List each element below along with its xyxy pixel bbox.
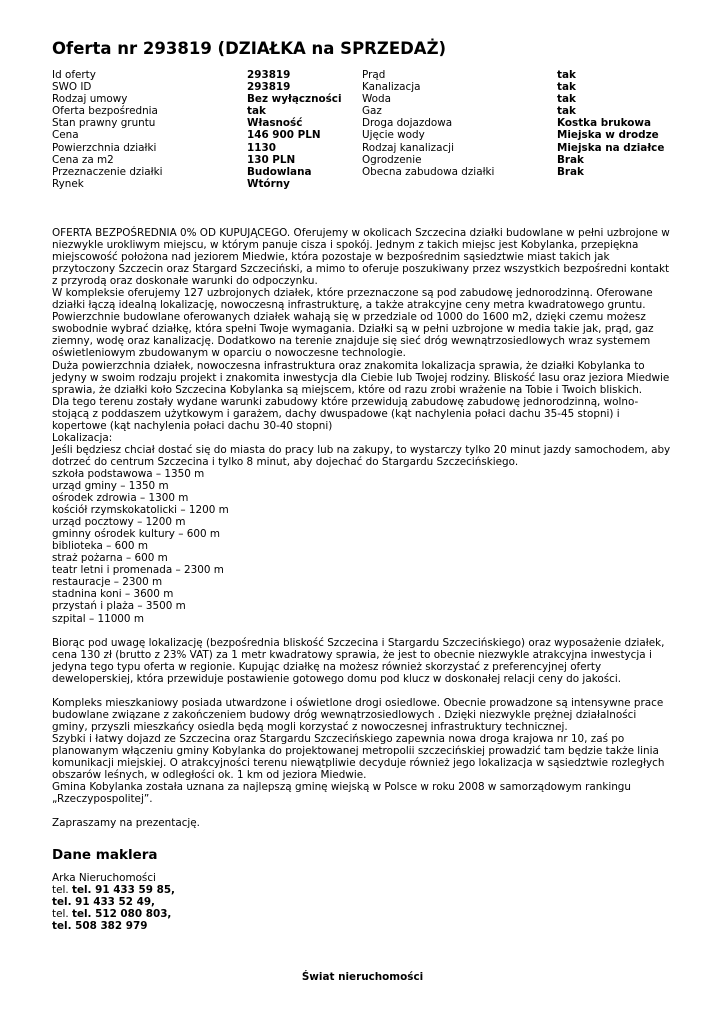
broker-details: [52, 872, 175, 932]
description-paragraph: teatr letni i promenada – 2300 m: [52, 564, 224, 577]
description-paragraph: przystań i plaża – 3500 m: [52, 600, 186, 613]
specs-left-values: [247, 69, 342, 190]
description-paragraph: straż pożarna – 600 m: [52, 552, 168, 565]
spec-label: Stan prawny gruntu: [52, 117, 156, 130]
offer-title: Oferta nr 293819 (DZIAŁKA na SPRZEDAŻ): [52, 39, 447, 58]
specs-right-values: [557, 69, 664, 178]
offer-description: [52, 227, 672, 829]
spec-value: 293819: [247, 81, 291, 94]
spec-value: tak: [557, 105, 576, 118]
spec-value: Miejska na działce: [557, 141, 665, 154]
description-paragraph: OFERTA BEZPOŚREDNIA 0% OD KUPUJĄCEGO. Oferujemy w okolicach Szczecina działki budowlane w pełni uzbrojone w niezwykle urokliwym miejscu, w którym panuje cisza i spokój. Jednym z takich miejsc jest Kobylanka, przepiękna miejscowość położona nad jeziorem Miedwie, która pozostaje w bezpośrednim sąsiedztwie miast takich jak przytoczony Szczecin oraz Stargard Szczeciński, a mimo to oferuje poszukiwany przez wszystkich bezpośredni kontakt z przyrodą oraz doskonałe warunki do odpoczynku.: [52, 227, 670, 288]
specs-right-labels: [362, 69, 494, 178]
description-paragraph: stadnina koni – 3600 m: [52, 588, 174, 601]
description-paragraph: gminny ośrodek kultury – 600 m: [52, 528, 221, 541]
spec-label: Droga dojazdowa: [362, 117, 453, 130]
spec-label: Ujęcie wody: [362, 129, 425, 142]
spec-label: Cena: [52, 129, 79, 142]
broker-name: Arka Nieruchomości: [52, 872, 156, 884]
spec-value: Brak: [557, 153, 584, 166]
description-paragraph: Duża powierzchnia działek, nowoczesna infrastruktura oraz znakomita lokalizacja sprawia, że działki Kobylanka to jedyny w swoim rodzaju projekt i znakomita inwestycja dla Ciebie lub Twojej rodziny. Bliskość lasu oraz jeziora Miedwie sprawia, że działki koło Szczecina Kobylanka są miejscem, które od razu zrobi wrażenie na Tobie i Twoich bliskich.: [52, 359, 670, 396]
description-paragraph: ośrodek zdrowia – 1300 m: [52, 492, 189, 505]
description-paragraph: restauracje – 2300 m: [52, 576, 163, 589]
spec-value: Brak: [557, 165, 584, 178]
description-paragraph: Szybki i łatwy dojazd ze Szczecina oraz Stargardu Szczecińskiego zapewnia nowa droga krajowa nr 10, zaś po planowanym włączeniu gminy Kobylanka do projektowanej metropolii szczecińskiej prowadzić tam będzie także linia komunikacji miejskiej. O atrakcyjności terenu niewątpliwie decyduje również jego lokalizacja w sąsiedztwie rozległych obszarów leśnych, w odległości ok. 1 km od jeziora Miedwie.: [52, 732, 665, 782]
spec-label: Rynek: [52, 177, 84, 190]
description-paragraph: urząd gminy – 1350 m: [52, 479, 169, 492]
spec-value: Wtórny: [247, 177, 290, 190]
spec-value: Budowlana: [247, 165, 312, 178]
broker-heading: Dane maklera: [52, 847, 158, 863]
broker-phone-line: [52, 896, 175, 908]
broker-phone[interactable]: tel. 512 080 803,: [71, 908, 172, 921]
spec-value: 1130: [247, 141, 276, 154]
spec-label: Rodzaj umowy: [52, 93, 128, 106]
spec-label: Cena za m2: [52, 153, 114, 166]
broker-phone-line: [52, 920, 175, 932]
spec-value: 130 PLN: [247, 153, 296, 166]
description-paragraph: Biorąc pod uwagę lokalizację (bezpośrednia bliskość Szczecina i Stargardu Szczecińskiego) oraz wyposażenie działek, cena 130 zł (brutto z 23% VAT) za 1 metr kwadratowy sprawia, że jest to obecnie niezwykle atrakcyjna inwestycja i jedyna tego typu oferta w regionie. Kupując działkę na możesz również skorzystać z preferencyjnej oferty deweloperskiej, która przewiduje postawienie gotowego domu pod klucz w doskonałej relacji ceny do jakości.: [52, 636, 665, 685]
specs-left-labels: [52, 69, 163, 190]
description-paragraph: Gmina Kobylanka została uznana za najlepszą gminę wiejską w Polsce w roku 2008 w samorządowym rankingu „Rzeczypospolitej”.: [52, 781, 631, 806]
spec-value: Miejska w drodze: [557, 129, 659, 142]
footer-brand: Świat nieruchomości: [301, 971, 424, 983]
description-paragraph: Powierzchnie budowlane oferowanych działek wahają się w przedziale od 1000 do 1600 m2, dzięki czemu możesz swobodnie wybrać działkę, która spełni Twoje wymagania. Działki są w pełni uzbrojone w media takie jak, prąd, gaz ziemny, wodę oraz kanalizację. Dodatkowo na terenie znajduje się sieć dróg wewnątrzosiedlowych wraz systemem oświetleniowym zbudowanym w oparciu o nowoczesne technologie.: [52, 311, 654, 360]
description-paragraph: Lokalizacja:: [52, 431, 113, 444]
spec-label: Oferta bezpośrednia: [52, 105, 158, 118]
spec-label: Prąd: [362, 69, 386, 81]
tel-prefix: tel.: [52, 908, 69, 921]
broker-phone[interactable]: tel. 91 433 59 85,: [71, 884, 175, 897]
description-paragraph: biblioteka – 600 m: [52, 540, 148, 553]
tel-prefix: tel.: [52, 884, 69, 897]
spec-value: tak: [247, 105, 266, 118]
spec-label: Obecna zabudowa działki: [362, 165, 495, 178]
spec-value: 293819: [247, 69, 291, 81]
paragraph-gap: [52, 625, 672, 637]
description-paragraph: Kompleks mieszkaniowy posiada utwardzone i oświetlone drogi osiedlowe. Obecnie prowadzone są intensywne prace budowlane związane z zakończeniem budowy dróg wewnątrzosiedlowych . Dzięki niezwykle prężnej działalności gminy, przyszli mieszkańcy osiedla będą mogli korzystać z nowoczesnej infrastruktury technicznej.: [52, 696, 664, 733]
spec-value: tak: [557, 81, 576, 94]
description-paragraph: szpital – 11000 m: [52, 612, 144, 625]
paragraph-gap: [52, 805, 672, 817]
description-paragraph: kościół rzymskokatolicki – 1200 m: [52, 504, 229, 517]
spec-label: Woda: [362, 93, 391, 106]
spec-label: SWO ID: [52, 81, 92, 94]
spec-value: Własność: [247, 117, 303, 130]
spec-value: 146 900 PLN: [247, 129, 321, 142]
spec-value: Kostka brukowa: [557, 117, 652, 130]
broker-phone[interactable]: tel. 508 382 979: [52, 920, 148, 933]
spec-label: Powierzchnia działki: [52, 141, 157, 154]
description-paragraph: Zapraszamy na prezentację.: [52, 817, 200, 830]
description-paragraph: W kompleksie oferujemy 127 uzbrojonych działek, które przeznaczone są pod zabudowę jednorodzinną. Oferowane działki łączą idealną lokalizację, nowoczesną infrastrukturę, a także atrakcyjne ceny metra kwadratowego gruntu.: [52, 287, 653, 312]
spec-value: Bez wyłączności: [247, 93, 342, 106]
paragraph-gap: [52, 685, 672, 697]
description-paragraph: urząd pocztowy – 1200 m: [52, 516, 186, 529]
broker-phone-line: [52, 908, 175, 920]
spec-label: Ogrodzenie: [362, 153, 422, 166]
broker-phone-line: [52, 884, 175, 896]
spec-label: Kanalizacja: [362, 81, 421, 94]
spec-label: Przeznaczenie działki: [52, 165, 163, 178]
spec-value: tak: [557, 69, 576, 81]
spec-label: Gaz: [362, 105, 382, 118]
spec-label: Rodzaj kanalizacji: [362, 141, 454, 154]
spec-value: tak: [557, 93, 576, 106]
broker-phone[interactable]: tel. 91 433 52 49,: [52, 896, 156, 909]
description-paragraph: Jeśli będziesz chciał dostać się do miasta do pracy lub na zakupy, to wystarczy tylko 20 minut jazdy samochodem, aby dotrzeć do centrum Szczecina i tylko 8 minut, aby dojechać do Stargardu Szczecińskiego.: [52, 443, 671, 468]
description-paragraph: Dla tego terenu zostały wydane warunki zabudowy które przewidują zabudowę zabudowę jednorodzinną, wolno-stojącą z poddaszem użytkowym i garażem, dachy dwuspadowe (kąt nachylenia połaci dachu 35-45 stopni) i kopertowe (kąt nachylenia połaci dachu 30-40 stopni): [52, 395, 639, 432]
spec-label: Id oferty: [52, 69, 96, 81]
description-paragraph: szkoła podstawowa – 1350 m: [52, 467, 205, 480]
